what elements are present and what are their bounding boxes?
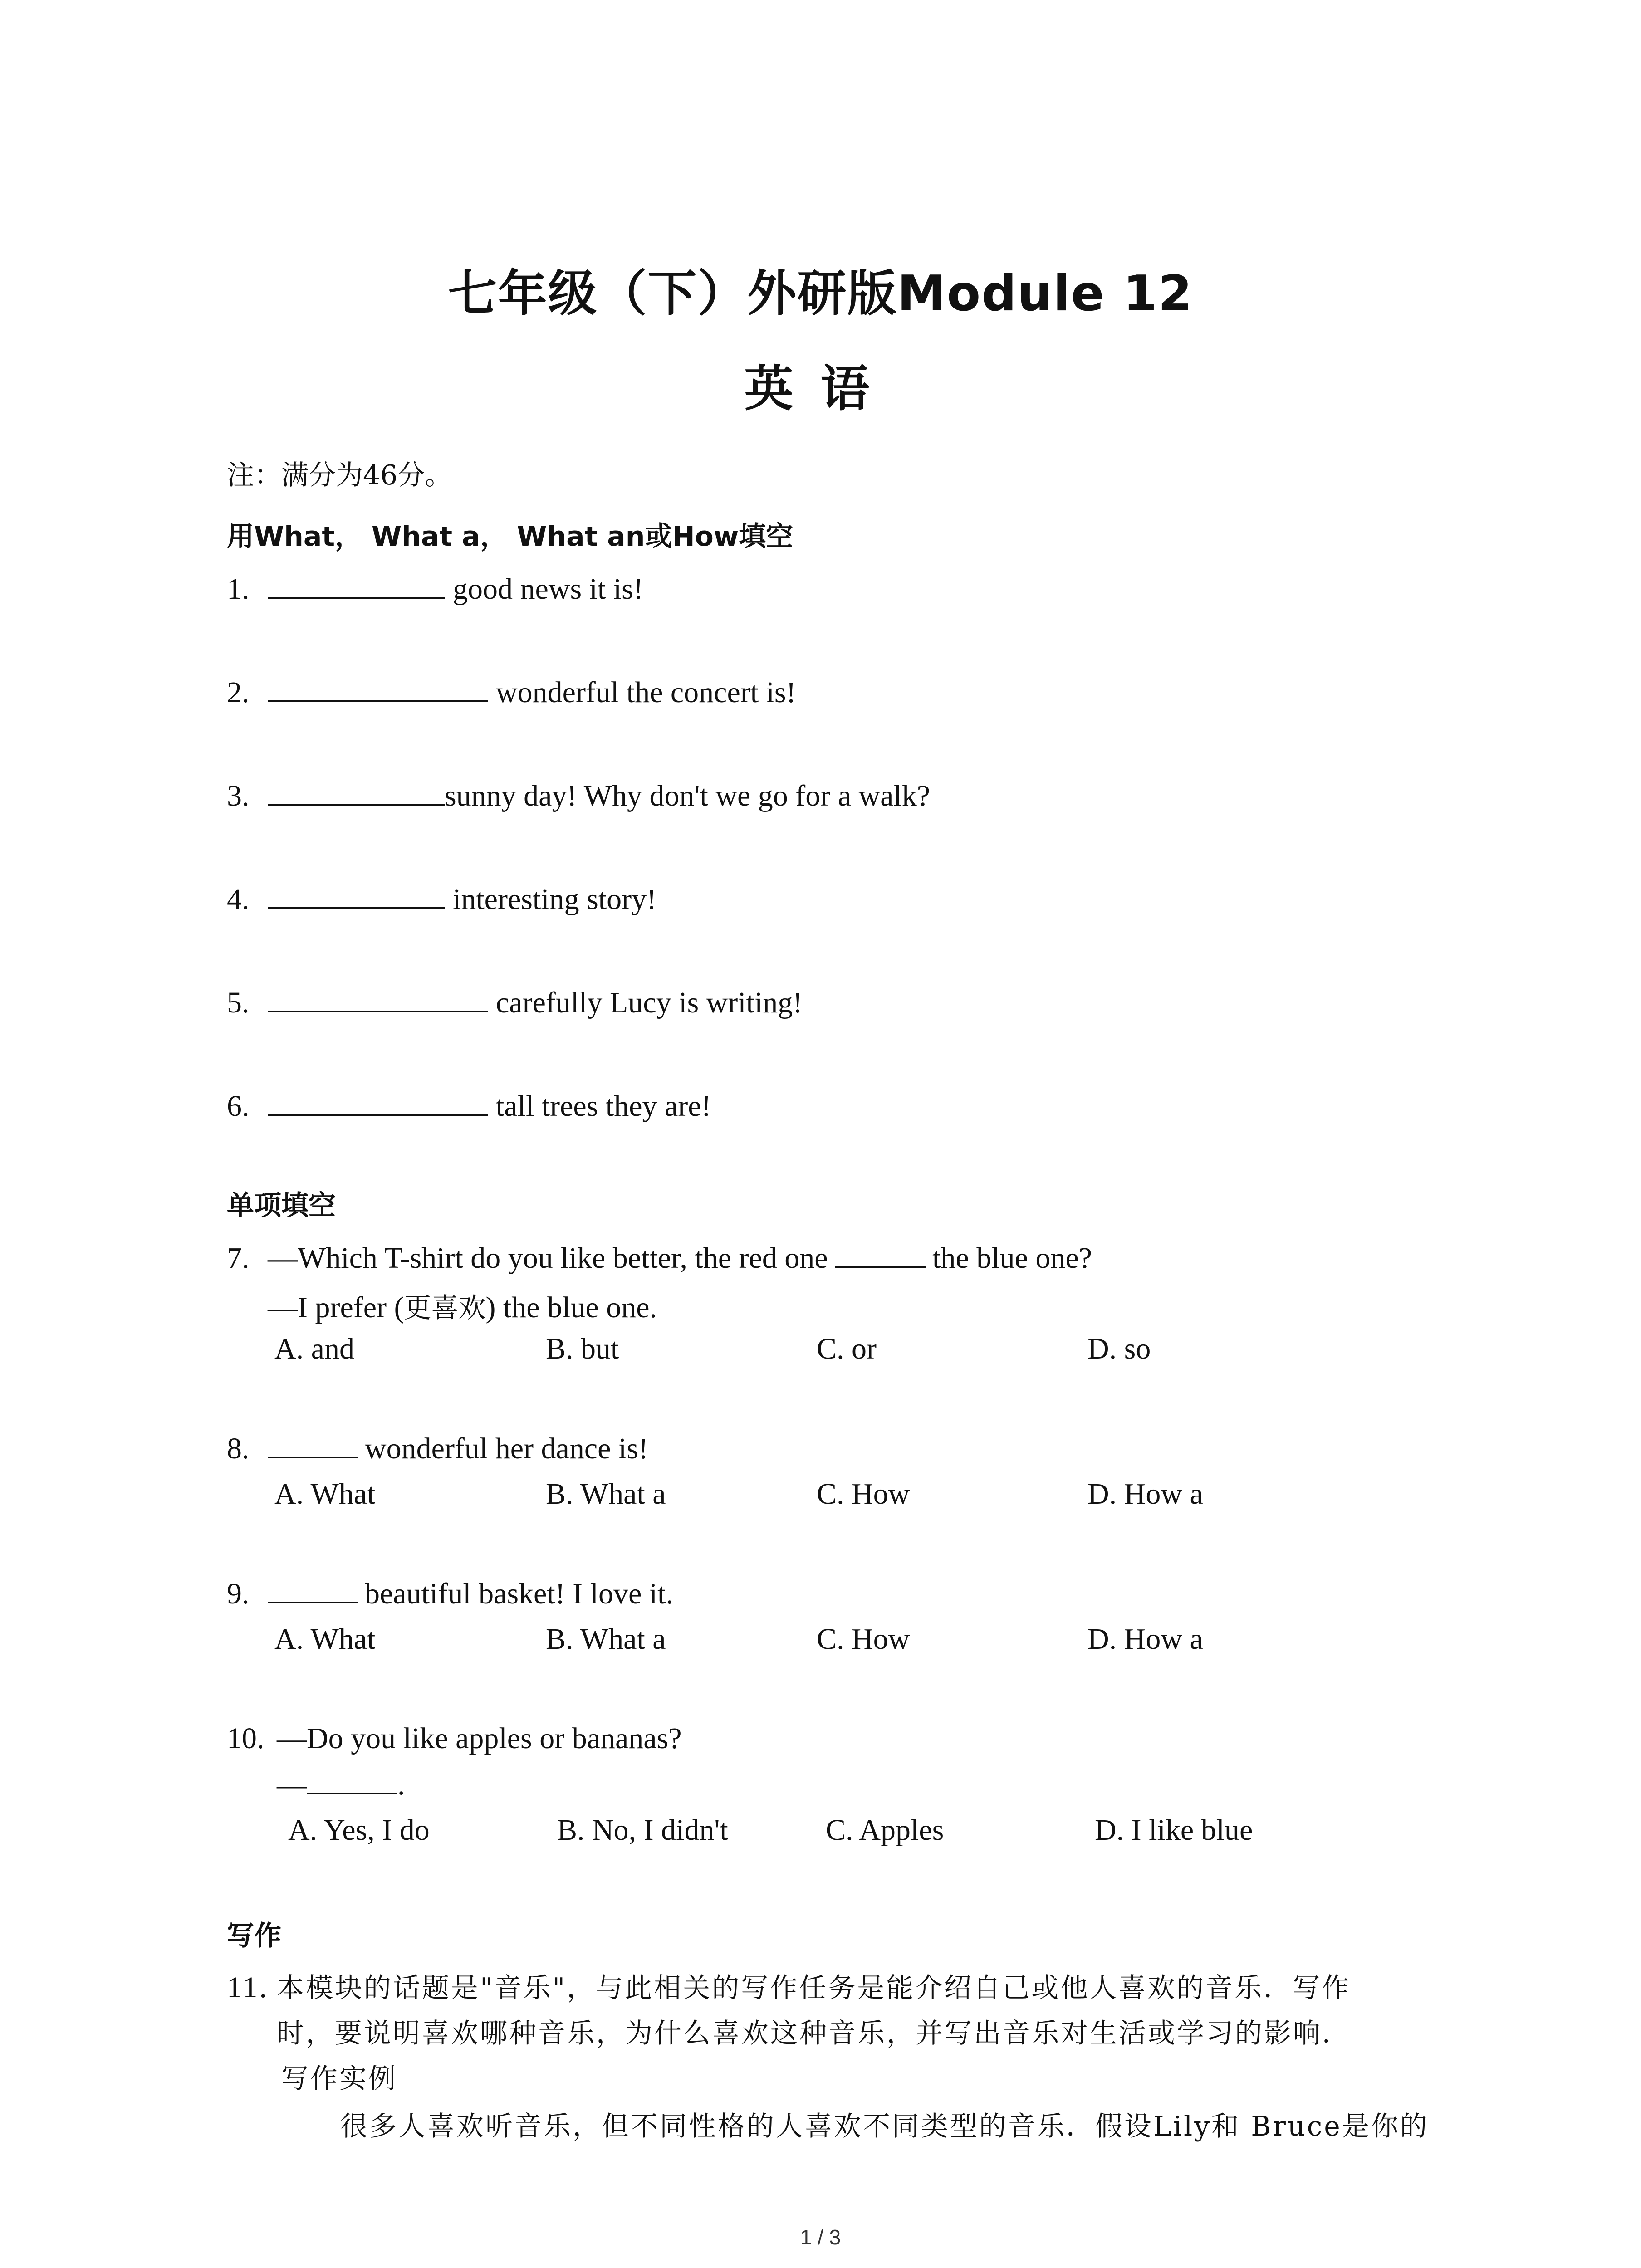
question-number: 8. <box>227 1432 250 1465</box>
option-b[interactable]: B. No, I didn't <box>557 1813 728 1847</box>
option-d[interactable]: D. so <box>1087 1332 1151 1365</box>
answer-blank[interactable] <box>268 675 488 702</box>
answer-blank[interactable] <box>268 1089 488 1116</box>
question-number: 1. <box>227 572 250 606</box>
question-11 <box>227 1966 1351 2005</box>
section-heading-fill-in: 用What， What a， What an或How填空 <box>227 521 794 552</box>
option-b[interactable]: B. What a <box>546 1477 666 1510</box>
question-7-reply <box>268 1286 657 1325</box>
option-c[interactable]: C. How <box>817 1477 910 1510</box>
question-8 <box>227 1431 648 1466</box>
option-a[interactable]: A. What <box>274 1623 376 1656</box>
section-heading-multiple-choice: 单项填空 <box>227 1190 336 1222</box>
question-number: 2. <box>227 676 250 709</box>
question-4 <box>227 882 656 917</box>
question-number: 11. <box>227 1971 269 2004</box>
question-7 <box>227 1241 1092 1276</box>
option-c[interactable]: C. or <box>817 1332 877 1365</box>
answer-blank[interactable] <box>268 778 445 806</box>
question-11-line-2: 时，要说明喜欢哪种音乐，为什么喜欢这种音乐，并写出音乐对生活或学习的影响． <box>277 2018 1351 2049</box>
question-text: —Which T-shirt do you like better, the red one <box>268 1242 828 1275</box>
reply-dash: — <box>277 1768 307 1801</box>
question-number: 6. <box>227 1090 250 1123</box>
question-10-reply <box>277 1767 405 1802</box>
answer-blank[interactable] <box>268 1431 358 1458</box>
answer-blank[interactable] <box>268 1576 358 1603</box>
option-a[interactable]: A. What <box>274 1477 376 1510</box>
option-c[interactable]: C. How <box>817 1623 910 1656</box>
question-text: carefully Lucy is writing! <box>496 986 803 1019</box>
answer-blank[interactable] <box>268 882 445 909</box>
reply-chinese-gloss: 更喜欢 <box>404 1292 486 1324</box>
question-11-line-4: 很多人喜欢听音乐，但不同性格的人喜欢不同类型的音乐．假设Lily和 Bruce是你的 <box>340 2111 1429 2142</box>
question-text: beautiful basket! I love it. <box>365 1577 673 1610</box>
answer-blank[interactable] <box>835 1241 926 1268</box>
question-text: tall trees they are! <box>496 1090 711 1123</box>
page-number: 1 / 3 <box>800 2225 841 2249</box>
section-heading-writing: 写作 <box>227 1920 281 1952</box>
question-number: 7. <box>227 1242 250 1275</box>
question-1 <box>227 572 643 606</box>
option-c[interactable]: C. Apples <box>826 1813 944 1847</box>
question-3 <box>227 778 930 813</box>
question-5 <box>227 985 803 1020</box>
question-text: sunny day! Why don't we go for a walk? <box>445 779 931 812</box>
question-11-line-3: 写作实例 <box>281 2063 397 2095</box>
question-2 <box>227 675 796 710</box>
question-text: wonderful her dance is! <box>365 1432 648 1465</box>
answer-blank[interactable] <box>268 572 445 599</box>
reply-text: ) the blue one. <box>485 1291 657 1324</box>
question-text: —Do you like apples or bananas? <box>277 1722 682 1755</box>
page-title: 七年级（下）外研版Module 12 <box>448 265 1193 322</box>
question-6 <box>227 1089 711 1124</box>
question-10 <box>227 1721 682 1756</box>
question-number: 10. <box>227 1722 265 1755</box>
option-b[interactable]: B. but <box>546 1332 619 1365</box>
option-b[interactable]: B. What a <box>546 1623 666 1656</box>
page-subtitle: 英语 <box>744 361 897 417</box>
option-a[interactable]: A. Yes, I do <box>288 1813 430 1847</box>
question-number: 4. <box>227 883 250 916</box>
answer-blank[interactable] <box>307 1767 397 1794</box>
reply-text: —I prefer ( <box>268 1291 404 1324</box>
option-d[interactable]: D. How a <box>1087 1623 1203 1656</box>
reply-period: . <box>397 1768 405 1801</box>
question-number: 5. <box>227 986 250 1019</box>
question-number: 9. <box>227 1577 250 1610</box>
question-text: the blue one? <box>932 1242 1092 1275</box>
score-note: 注：满分为46分。 <box>227 459 452 491</box>
option-a[interactable]: A. and <box>274 1332 354 1365</box>
option-d[interactable]: D. How a <box>1087 1477 1203 1510</box>
question-number: 3. <box>227 779 250 812</box>
answer-blank[interactable] <box>268 985 488 1012</box>
question-text: wonderful the concert is! <box>496 676 796 709</box>
question-text: good news it is! <box>453 572 643 606</box>
question-9 <box>227 1576 673 1611</box>
question-text: 本模块的话题是"音乐"，与此相关的写作任务是能介绍自己或他人喜欢的音乐．写作 <box>277 1972 1351 2004</box>
question-text: interesting story! <box>453 883 657 916</box>
option-d[interactable]: D. I like blue <box>1095 1813 1253 1847</box>
